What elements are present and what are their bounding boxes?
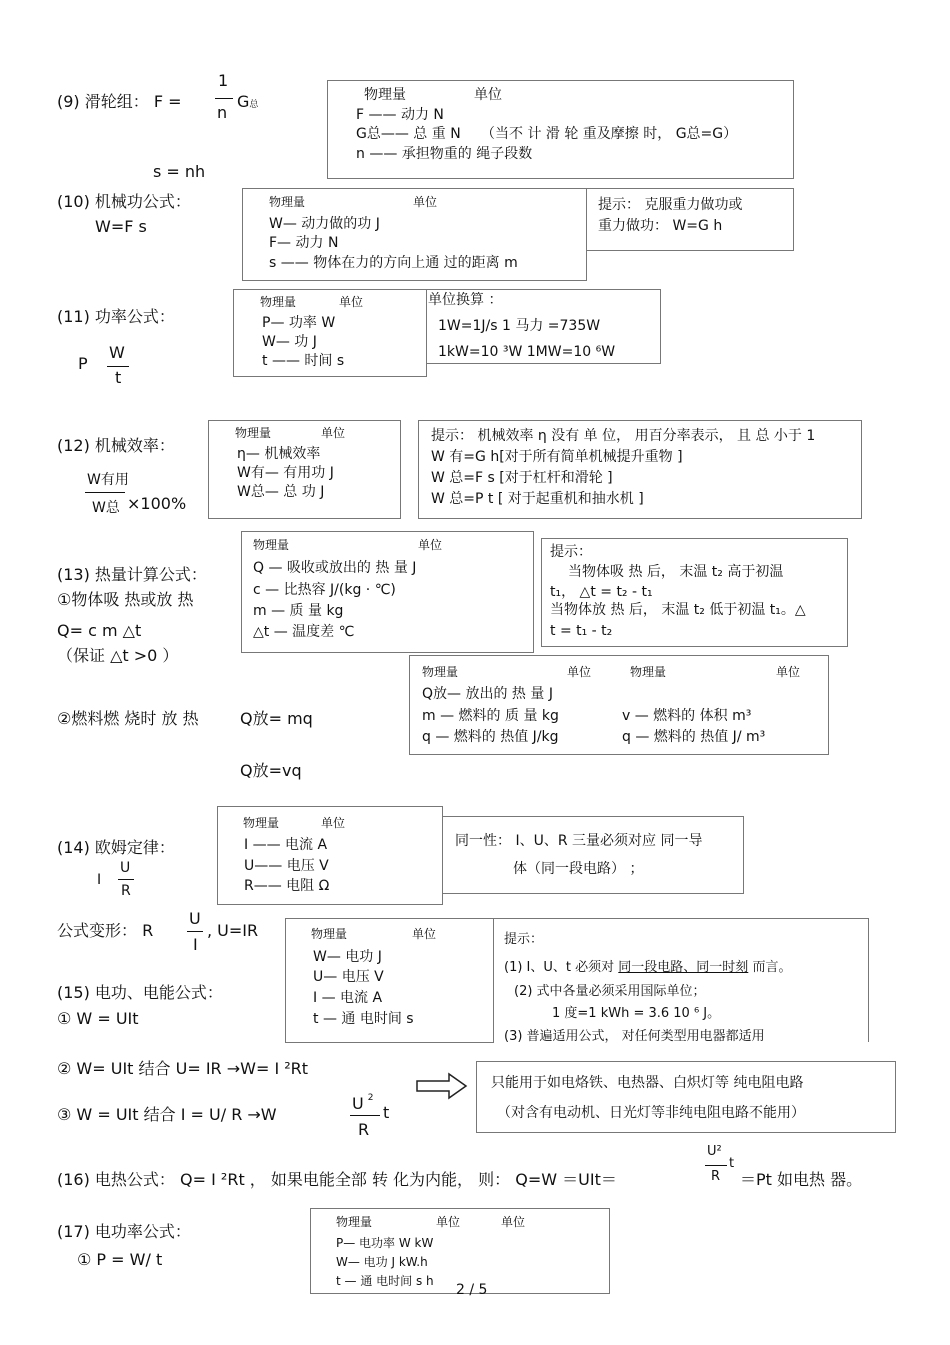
s15-f2: ② W= UIt 结合 U= IR →W= I ²Rt	[57, 1059, 309, 1078]
s12-row-2: W总— 总 功 J	[237, 484, 325, 500]
s12-row-1: W有— 有用功 J	[237, 465, 334, 481]
s15-label: (15) 电功、电能公式：	[57, 983, 223, 1002]
s17-row-0: P— 电功率 W kW	[336, 1236, 434, 1250]
s9-eq2: s = nh	[153, 162, 206, 181]
s15-arrow-note	[476, 1061, 896, 1133]
s13-hint-4: t = t₁ - t₂	[550, 623, 613, 639]
s13-row-3: △t — 温度差 ℃	[253, 624, 355, 640]
s11-row-2: t —— 时间 s	[262, 353, 345, 369]
s9-row-1: G总—— 总 重 N	[356, 126, 461, 142]
s9-row-2: n —— 承担物重的 绳子段数	[356, 146, 533, 162]
s12-label: (12) 机械效率：	[57, 436, 175, 455]
s14-trans-tail: , U=IR	[207, 921, 259, 940]
s15-f3-num: U $^2$	[352, 1093, 374, 1113]
s13-box2-row-4: q — 燃料的 热值 J/ m³	[622, 729, 766, 745]
s14-box	[217, 806, 443, 905]
s10-hint-1: 重力做功： W=G h	[598, 218, 723, 234]
s11-conv-1: 1kW=10 ³W 1MW=10 ⁶W	[438, 344, 616, 360]
s16-frac-den: R	[711, 1169, 721, 1184]
s15-f1: ① W = UIt	[57, 1009, 139, 1028]
right-arrow-icon	[415, 1072, 469, 1100]
s14-label: (14) 欧姆定律：	[57, 838, 175, 857]
s10-hint	[586, 188, 794, 251]
s15-row-3: t — 通 电时间 s	[313, 1011, 414, 1027]
s11-head-unit: 单位	[339, 295, 364, 309]
s17-f1: ① P = W/ t	[77, 1250, 163, 1269]
s13-box2-row-2: v — 燃料的 体积 m³	[622, 708, 752, 724]
s10-label: (10) 机械功公式：	[57, 192, 191, 211]
s13-box2-row-3: q — 燃料的 热值 J/kg	[422, 729, 559, 745]
s16-frac-bar	[705, 1165, 727, 1166]
s12-hint-3: W 总=P t [ 对于起重机和抽水机 ]	[431, 491, 644, 507]
s13-sub1: ①物体吸 热或放 热	[57, 590, 194, 609]
s15-row-0: W— 电功 J	[313, 949, 382, 965]
s10-head-qty: 物理量	[269, 195, 306, 209]
s12-frac-den: W总	[92, 500, 120, 516]
s9-g: G总	[237, 92, 259, 111]
s9-frac-num: 1	[218, 71, 229, 90]
s10-head-unit: 单位	[413, 195, 438, 209]
s12-hint-2: W 总=F s [对于杠杆和滑轮 ]	[431, 470, 613, 486]
s14-trans-den: I	[193, 935, 198, 954]
s13-head-qty: 物理量	[253, 538, 290, 552]
s15-box	[285, 918, 494, 1043]
s15-f3-den: R	[358, 1120, 370, 1139]
s16-tail: ＝Pt 如电热 器。	[740, 1170, 863, 1189]
s11-row-0: P— 功率 W	[262, 315, 336, 331]
s11-frac-num: W	[109, 343, 125, 362]
s9-frac-bar	[215, 98, 233, 99]
s12-frac-num: W有用	[87, 472, 129, 488]
s17-row-2: t — 通 电时间 s h	[336, 1274, 434, 1288]
s14-head-qty: 物理量	[243, 816, 280, 830]
s15-f3: ③ W = UIt 结合 I = U/ R →W	[57, 1105, 277, 1124]
s17-head-unit2: 单位	[501, 1215, 526, 1229]
s13-head-unit: 单位	[418, 538, 443, 552]
s14-frac-den: R	[121, 883, 131, 899]
s10-row-2: s —— 物体在力的方向上通 过的距离 m	[269, 255, 518, 271]
s13-row-0: Q — 吸收或放出的 热 量 J	[253, 560, 417, 576]
s13-box2-head-2: 物理量	[630, 665, 667, 679]
s15-row-2: I — 电流 A	[313, 990, 383, 1006]
s15-hint-1: (1) I、U、t 必须对 同一段电路、同一时刻 而言。	[504, 960, 792, 975]
s12-hint-1: W 有=G h[对于所有简单机械提升重物 ]	[431, 449, 683, 465]
s17-head-qty: 物理量	[336, 1215, 373, 1229]
s12-hint	[418, 420, 862, 519]
s10-eq: W=F s	[95, 217, 147, 236]
s15-hint-3: 1 度=1 kWh = 3.6 10 ⁶ J。	[552, 1006, 721, 1021]
s14-frac-bar	[118, 879, 134, 880]
s13-box2-head-0: 物理量	[422, 665, 459, 679]
s11-conv-0: 1W=1J/s 1 马力 =735W	[438, 318, 601, 334]
s11-p: P	[78, 354, 88, 373]
s14-trans-label: 公式变形： R	[57, 921, 154, 940]
s13-hint-3: 当物体放 热 后， 末温 t₂ 低于初温 t₁。△	[550, 602, 806, 618]
s14-row-0: I —— 电流 A	[244, 837, 328, 853]
s10-row-0: W— 动力做的功 J	[269, 216, 380, 232]
s11-conv-title: 单位换算 ：	[428, 292, 503, 308]
s15-hint	[493, 918, 869, 1042]
s14-hint-0: 同一性： I、U、R 三量必须对应 同一导	[455, 833, 703, 849]
s15-hint-2: (2) 式中各量必须采用国际单位；	[514, 984, 706, 999]
s9-note: （当不 计 滑 轮 重及摩擦 时， G总=G）	[481, 126, 738, 142]
s9-head-qty: 物理量	[364, 87, 406, 103]
s14-row-1: U—— 电压 V	[244, 858, 329, 874]
s11-head-qty: 物理量	[260, 295, 297, 309]
s16-frac-num: U²	[707, 1144, 722, 1159]
s10-row-1: F— 动力 N	[269, 235, 339, 251]
s9-box	[327, 80, 794, 179]
s9-label: (9) 滑轮组： F =	[57, 92, 182, 111]
s17-label: (17) 电功率公式：	[57, 1222, 191, 1241]
s9-row-0: F —— 动力 N	[356, 107, 444, 123]
s16-t: t	[729, 1156, 735, 1171]
s11-conv	[426, 289, 661, 364]
s15-head-qty: 物理量	[311, 927, 348, 941]
s14-hint-1: 体（同一段电路） ；	[513, 861, 644, 877]
s16-label: (16) 电热公式： Q= I ²Rt ， 如果电能全部 转 化为内能， 则： Q=W ＝UIt＝	[57, 1170, 617, 1189]
s15-head-unit: 单位	[412, 927, 437, 941]
s11-row-1: W— 功 J	[262, 334, 317, 350]
s15-f3-t: t	[383, 1103, 390, 1122]
s17-row-1: W— 电功 J kW.h	[336, 1255, 428, 1269]
s15-hint-title: 提示：	[504, 932, 544, 947]
s15-f3-bar	[350, 1115, 380, 1116]
s13-box2	[409, 655, 829, 755]
s12-box	[208, 420, 401, 519]
s15-arrow-note-0: 只能用于如电烙铁、电热器、白炽灯等 纯电阻电路	[491, 1075, 804, 1091]
s11-frac-den: t	[115, 368, 122, 387]
s10-box	[242, 188, 587, 281]
s13-eq2: Q放= mq	[240, 709, 313, 728]
s13-box2-row-0: Q放— 放出的 热 量 J	[422, 686, 553, 702]
s14-row-2: R—— 电阻 Ω	[244, 878, 330, 894]
s12-row-0: η— 机械效率	[237, 446, 321, 462]
s13-label: (13) 热量计算公式：	[57, 565, 207, 584]
s13-row-1: c — 比热容 J/(kg · ℃)	[253, 582, 396, 598]
s12-hint-0: 提示： 机械效率 η 没有 单 位， 用百分率表示， 且 总 小于 1	[431, 428, 816, 444]
s14-trans-num: U	[189, 909, 201, 928]
s13-hint	[541, 538, 848, 647]
s14-hint	[442, 816, 744, 894]
s14-frac-num: U	[120, 860, 131, 876]
s13-box	[241, 531, 534, 653]
s10-hint-0: 提示： 克服重力做功或	[598, 197, 743, 213]
s13-sub2: ②燃料燃 烧时 放 热	[57, 709, 199, 728]
s14-i: I	[97, 872, 102, 888]
s12-head-unit: 单位	[321, 426, 346, 440]
s13-row-2: m — 质 量 kg	[253, 603, 344, 619]
s13-eq1: Q= c m △t	[57, 621, 142, 640]
s13-box2-head-1: 单位	[567, 665, 592, 679]
s11-box	[233, 289, 427, 377]
s14-head-unit: 单位	[321, 816, 346, 830]
s13-box2-head-3: 单位	[776, 665, 801, 679]
s12-frac-bar	[85, 492, 125, 493]
page-number: 2 / 5	[456, 1282, 488, 1298]
s15-arrow-note-1: （对含有电动机、日光灯等非纯电阻电路不能用）	[497, 1105, 805, 1121]
s15-hint-4: (3) 普遍适用公式， 对任何类型用电器都适用	[504, 1029, 765, 1044]
s14-trans-bar	[187, 931, 203, 932]
s13-hint-2: t₁， △t = t₂ - t₁	[550, 584, 653, 600]
s11-label: (11) 功率公式：	[57, 307, 175, 326]
s11-frac-bar	[107, 366, 129, 367]
s9-head-unit: 单位	[474, 87, 502, 103]
s15-row-1: U— 电压 V	[313, 969, 384, 985]
s9-frac-den: n	[217, 103, 228, 122]
s17-head-unit1: 单位	[436, 1215, 461, 1229]
s13-box2-row-1: m — 燃料的 质 量 kg	[422, 708, 559, 724]
s12-head-qty: 物理量	[235, 426, 272, 440]
s13-hint-0: 提示：	[550, 544, 592, 560]
s13-cond: （保证 △t >0 ）	[57, 646, 179, 665]
s13-eq3: Q放=vq	[240, 761, 302, 780]
s13-hint-1: 当物体吸 热 后， 末温 t₂ 高于初温	[568, 564, 784, 580]
s12-tail: ×100%	[127, 494, 187, 513]
